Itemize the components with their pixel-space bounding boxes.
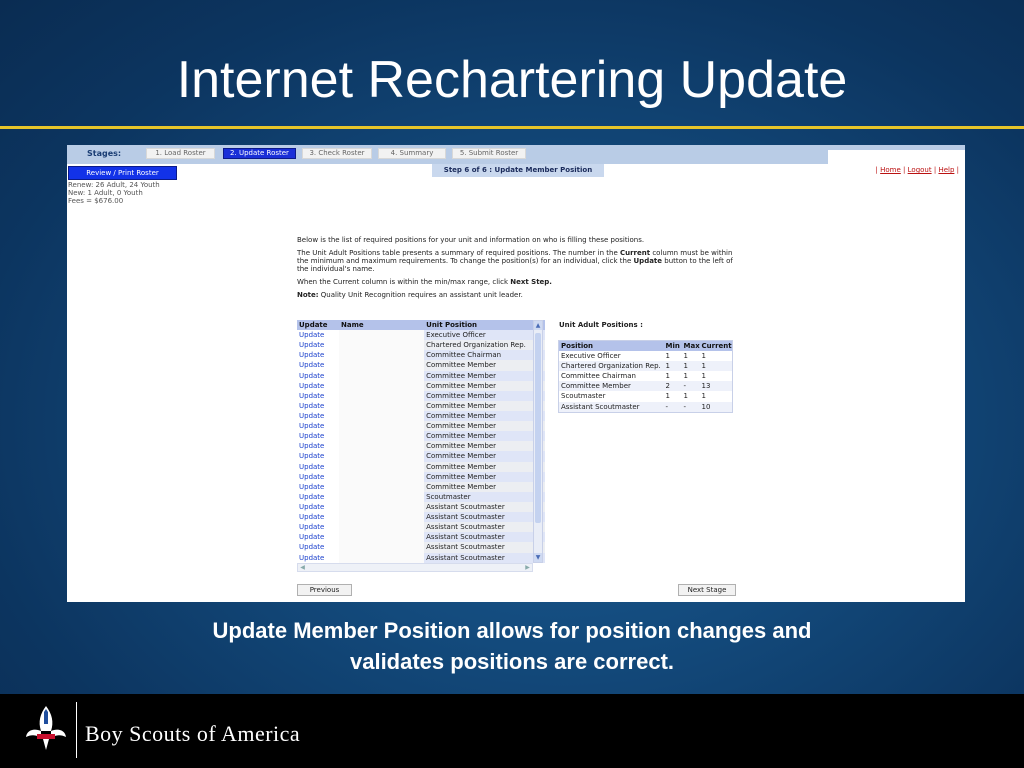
- stages-label: Stages:: [87, 149, 122, 158]
- previous-button[interactable]: Previous: [297, 584, 352, 596]
- unit-position-cell: Committee Member: [424, 371, 545, 381]
- summary-position-cell: Assistant Scoutmaster: [559, 402, 664, 413]
- table-row: [297, 502, 545, 512]
- summary-max-cell: 1: [683, 352, 688, 361]
- summary-min-cell: 1: [664, 361, 682, 371]
- table-row: [297, 462, 545, 472]
- link-separator: |: [956, 166, 959, 174]
- unit-adult-positions-table: [558, 340, 733, 413]
- unit-position-cell: Assistant Scoutmaster: [424, 532, 545, 542]
- scroll-up-icon[interactable]: ▲: [535, 322, 541, 329]
- summary-position-cell: Scoutmaster: [561, 392, 606, 401]
- org-name: Boy Scouts of America: [85, 721, 301, 746]
- summary-max-cell: -: [682, 402, 700, 413]
- summary-header-min: Min: [665, 342, 680, 350]
- summary-header-position: Position: [559, 341, 664, 352]
- update-link[interactable]: Update: [299, 533, 325, 542]
- unit-position-cell: Committee Member: [424, 441, 545, 451]
- fees-total: Fees = $676.00: [68, 197, 124, 205]
- update-link[interactable]: Update: [299, 452, 325, 461]
- renew-count: Renew: 26 Adult, 24 Youth: [68, 181, 160, 189]
- table-vertical-scrollbar[interactable]: [533, 320, 543, 563]
- update-link[interactable]: Update: [299, 422, 325, 431]
- summary-position-cell: Chartered Organization Rep.: [559, 361, 664, 371]
- update-link[interactable]: Update: [299, 503, 325, 512]
- update-link[interactable]: Update: [299, 513, 325, 522]
- member-name-cell: [339, 522, 424, 532]
- update-link[interactable]: Update: [299, 412, 325, 421]
- update-link[interactable]: Update: [299, 553, 325, 562]
- update-link[interactable]: Update: [299, 341, 325, 350]
- stage-update-roster-button[interactable]: 2. Update Roster: [223, 148, 296, 159]
- unit-position-cell: Committee Member: [424, 381, 545, 391]
- member-name-cell: [339, 371, 424, 381]
- table-row: [297, 340, 545, 350]
- step-banner: Step 6 of 6 : Update Member Position: [432, 164, 604, 177]
- member-name-cell: [339, 532, 424, 542]
- member-name-cell: [339, 401, 424, 411]
- table-row: [297, 542, 545, 552]
- summary-row: [559, 381, 733, 391]
- column-header-unit-position: Unit Position: [424, 320, 545, 330]
- member-name-cell: [339, 462, 424, 472]
- table-row: [297, 441, 545, 451]
- table-horizontal-scrollbar[interactable]: [297, 563, 533, 572]
- unit-position-cell: Assistant Scoutmaster: [424, 512, 545, 522]
- summary-max-cell: 1: [683, 392, 688, 401]
- stage-bar: [67, 145, 828, 164]
- unit-position-cell: Assistant Scoutmaster: [424, 522, 545, 532]
- update-link[interactable]: Update: [299, 331, 325, 340]
- stage-bar-extension: [828, 145, 965, 150]
- summary-max-cell: -: [682, 381, 700, 391]
- instructions-note: Note: Quality Unit Recognition requires an assistant unit leader.: [297, 291, 523, 299]
- member-name-cell: [339, 411, 424, 421]
- update-link[interactable]: Update: [299, 543, 325, 552]
- unit-position-cell: Committee Member: [424, 431, 545, 441]
- stage-check-roster-button[interactable]: 3. Check Roster: [302, 148, 372, 159]
- unit-position-cell: Scoutmaster: [424, 492, 545, 502]
- summary-position-cell: Committee Member: [559, 381, 664, 391]
- summary-current-cell: 10: [700, 402, 733, 413]
- update-link[interactable]: Update: [299, 361, 325, 370]
- table-row: [297, 360, 545, 370]
- table-row: [297, 472, 545, 482]
- summary-current-cell: 1: [701, 392, 706, 401]
- footer: [0, 694, 1024, 768]
- column-header-name: Name: [339, 320, 424, 330]
- unit-position-cell: Assistant Scoutmaster: [424, 542, 545, 552]
- table-row: [297, 482, 545, 492]
- logout-link[interactable]: Logout: [907, 166, 932, 174]
- title-rule: [0, 126, 1024, 129]
- member-name-cell: [339, 340, 424, 350]
- summary-current-cell: 1: [700, 361, 733, 371]
- position-assignment-table: [297, 320, 545, 563]
- table-row: [297, 522, 545, 532]
- summary-row: [559, 351, 733, 361]
- unit-position-cell: Committee Member: [424, 391, 545, 401]
- member-name-cell: [339, 431, 424, 441]
- rechartering-screenshot: [67, 145, 965, 602]
- summary-min-cell: -: [664, 402, 682, 413]
- unit-position-cell: Committee Member: [424, 421, 545, 431]
- summary-row: [559, 402, 733, 413]
- member-name-cell: [339, 553, 424, 563]
- update-link[interactable]: Update: [299, 482, 325, 491]
- update-link[interactable]: Update: [299, 442, 325, 451]
- help-link[interactable]: Help: [938, 166, 955, 174]
- update-link[interactable]: Update: [299, 472, 325, 481]
- table-row: [297, 421, 545, 431]
- summary-row: [559, 361, 733, 371]
- scroll-left-icon[interactable]: ◀: [300, 564, 305, 571]
- update-link[interactable]: Update: [299, 432, 325, 441]
- table-row: [297, 512, 545, 522]
- footer-divider: [76, 702, 77, 758]
- table-row: [297, 492, 545, 502]
- member-name-cell: [339, 391, 424, 401]
- unit-position-cell: Committee Chairman: [424, 350, 545, 360]
- table-row: [297, 532, 545, 542]
- scroll-down-icon[interactable]: ▼: [535, 554, 541, 561]
- update-link[interactable]: Update: [299, 492, 325, 501]
- summary-current-cell: 13: [700, 381, 733, 391]
- summary-min-cell: 1: [665, 372, 670, 381]
- member-name-cell: [339, 512, 424, 522]
- table-row: [297, 330, 545, 340]
- summary-min-cell: 1: [665, 352, 670, 361]
- summary-min-cell: 2: [664, 381, 682, 391]
- update-link[interactable]: Update: [299, 462, 325, 471]
- scroll-right-icon[interactable]: ▶: [525, 564, 530, 571]
- update-link[interactable]: Update: [299, 351, 325, 360]
- member-name-cell: [339, 421, 424, 431]
- summary-current-cell: 1: [701, 352, 706, 361]
- link-separator: |: [875, 166, 878, 174]
- member-name-cell: [339, 542, 424, 552]
- instructions-table-help: The Unit Adult Positions table presents a summary of required positions. The number in the Current column must be within the minimum and maximum requirements. To change the position(s) for an individual, click the Update button to the left of the individual's name.: [297, 249, 733, 273]
- stage-load-roster-button[interactable]: 1. Load Roster: [146, 148, 215, 159]
- summary-header-current: Current: [701, 342, 732, 350]
- scroll-thumb[interactable]: [535, 333, 541, 523]
- unit-position-cell: Assistant Scoutmaster: [424, 502, 545, 512]
- next-stage-button[interactable]: Next Stage: [678, 584, 736, 596]
- unit-position-cell: Chartered Organization Rep.: [424, 340, 545, 350]
- instructions-next-step: When the Current column is within the min/max range, click Next Step.: [297, 278, 552, 286]
- summary-current-cell: 1: [701, 372, 706, 381]
- member-name-cell: [339, 360, 424, 370]
- table-row: [297, 451, 545, 461]
- bsa-fleur-de-lis-icon: [22, 704, 70, 754]
- slide-caption: [0, 615, 1024, 677]
- member-name-cell: [339, 350, 424, 360]
- link-separator: |: [933, 166, 937, 174]
- unit-position-cell: Committee Member: [424, 482, 545, 492]
- roster-totals: [68, 181, 160, 205]
- instructions: [297, 236, 742, 304]
- table-row: [297, 371, 545, 381]
- summary-position-cell: Committee Chairman: [561, 372, 636, 381]
- table-row: [297, 411, 545, 421]
- caption-line-2: validates positions are correct.: [349, 649, 675, 674]
- update-link[interactable]: Update: [299, 401, 325, 410]
- member-name-cell: [339, 472, 424, 482]
- review-print-roster-button[interactable]: Review / Print Roster: [68, 166, 177, 180]
- table-row: [297, 401, 545, 411]
- update-link[interactable]: Update: [299, 523, 325, 532]
- unit-position-cell: Committee Member: [424, 451, 545, 461]
- summary-min-cell: 1: [665, 392, 670, 401]
- link-separator: |: [903, 166, 906, 174]
- unit-position-cell: Committee Member: [424, 360, 545, 370]
- home-link[interactable]: Home: [880, 166, 901, 174]
- summary-header-max: Max: [683, 342, 700, 350]
- unit-position-cell: Assistant Scoutmaster: [424, 553, 545, 563]
- member-name-cell: [339, 381, 424, 391]
- member-name-cell: [339, 482, 424, 492]
- summary-max-cell: 1: [682, 361, 700, 371]
- column-header-update: Update: [297, 320, 339, 330]
- stage-submit-roster-button[interactable]: 5. Submit Roster: [452, 148, 526, 159]
- summary-position-cell: Executive Officer: [561, 352, 621, 361]
- summary-row: [559, 371, 733, 381]
- member-name-cell: [339, 502, 424, 512]
- unit-position-cell: Committee Member: [424, 462, 545, 472]
- instructions-intro: Below is the list of required positions for your unit and information on who is filling these positions.: [297, 236, 645, 244]
- member-name-cell: [339, 441, 424, 451]
- top-links: [876, 166, 959, 174]
- update-link[interactable]: Update: [299, 381, 325, 390]
- table-row: [297, 431, 545, 441]
- member-name-cell: [339, 330, 424, 340]
- member-name-cell: [339, 451, 424, 461]
- table-row: [297, 391, 545, 401]
- update-link[interactable]: Update: [299, 371, 325, 380]
- table-row: [297, 381, 545, 391]
- unit-position-cell: Committee Member: [424, 401, 545, 411]
- slide-title: Internet Rechartering Update: [176, 51, 848, 109]
- summary-max-cell: 1: [683, 372, 688, 381]
- unit-position-cell: Executive Officer: [424, 330, 545, 340]
- unit-position-cell: Committee Member: [424, 472, 545, 482]
- table-row: [297, 553, 545, 563]
- caption-line-1: Update Member Position allows for position changes and: [212, 618, 812, 643]
- unit-positions-label: Unit Adult Positions :: [559, 321, 643, 329]
- member-name-cell: [339, 492, 424, 502]
- unit-position-cell: Committee Member: [424, 411, 545, 421]
- stage-summary-button[interactable]: 4. Summary: [378, 148, 446, 159]
- update-link[interactable]: Update: [299, 391, 325, 400]
- new-count: New: 1 Adult, 0 Youth: [68, 189, 143, 197]
- table-row: [297, 350, 545, 360]
- summary-row: [559, 391, 733, 401]
